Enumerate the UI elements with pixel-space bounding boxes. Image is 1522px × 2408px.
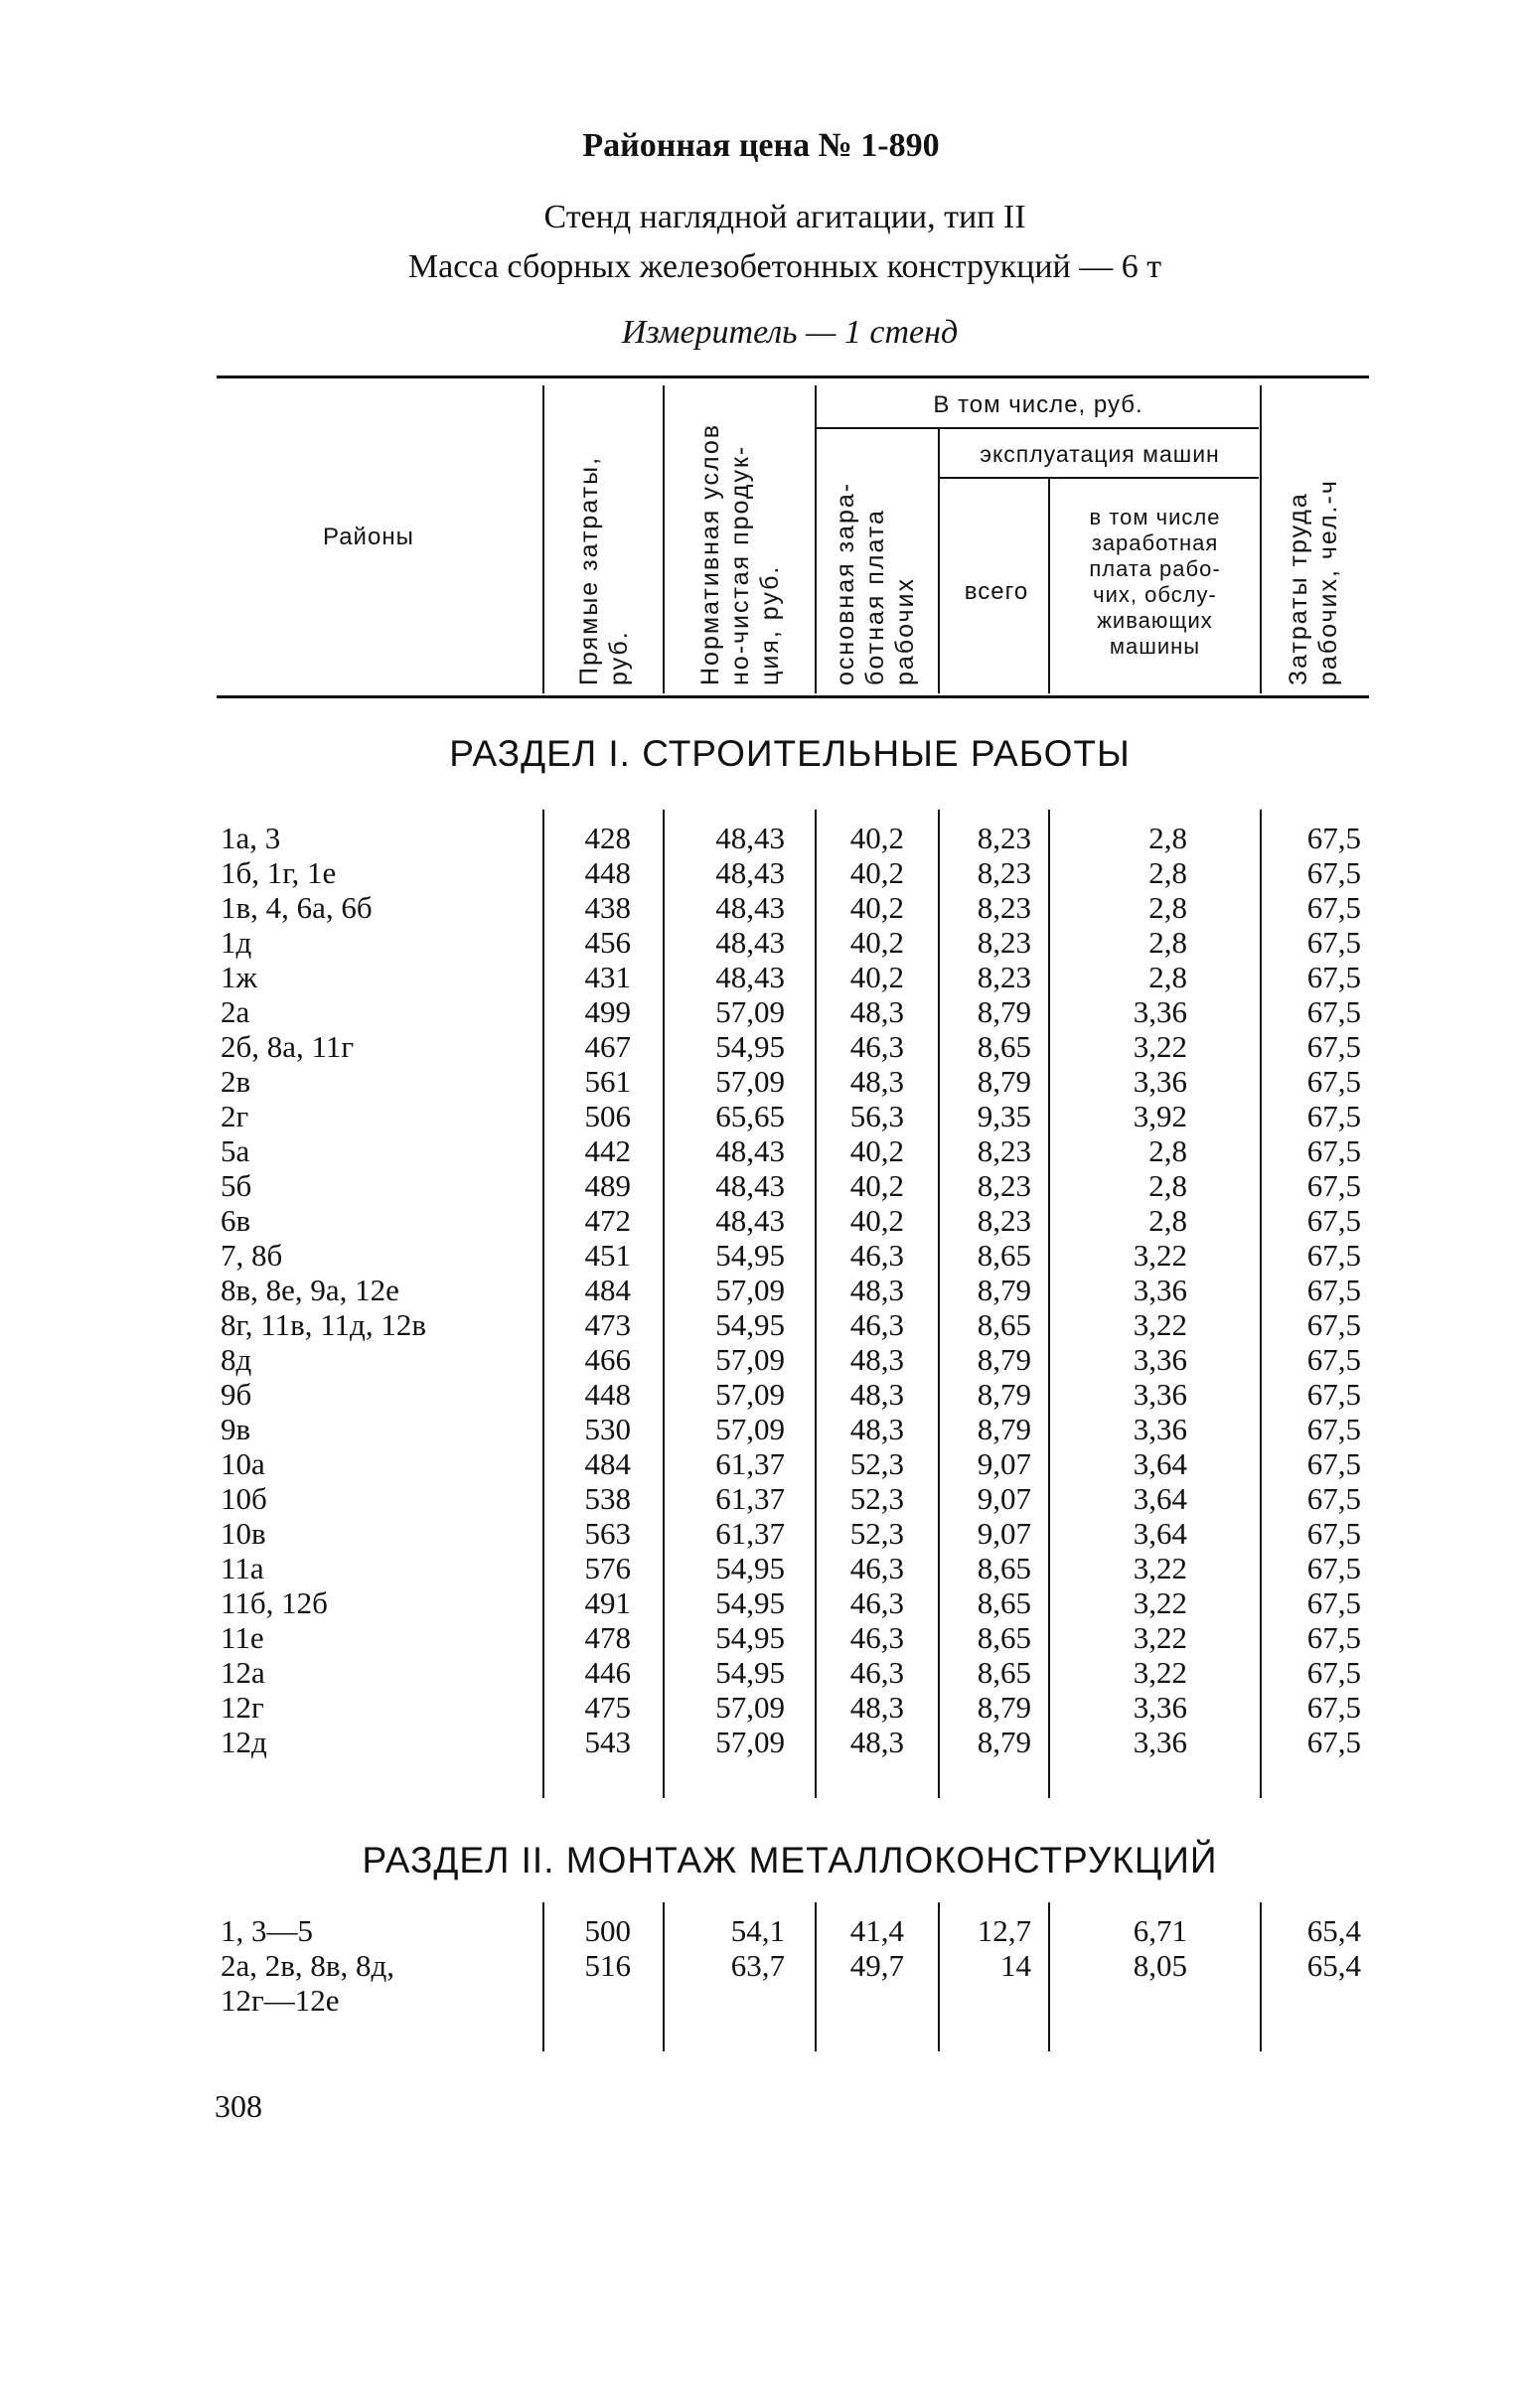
- direct-costs-cell: 491: [584, 1585, 631, 1620]
- machine-wage-cell: 3,92: [1133, 1099, 1187, 1133]
- base-wage-cell: 46,3: [849, 1620, 904, 1655]
- direct-costs-cell: 472: [584, 1203, 631, 1238]
- net-product-cell: 48,43: [715, 1203, 785, 1238]
- machine-wage-cell: 3,64: [1133, 1516, 1187, 1551]
- base-wage-cell: 48,3: [849, 1342, 904, 1377]
- base-wage-cell: 40,2: [849, 1168, 904, 1203]
- region-cell: 12а: [221, 1655, 265, 1690]
- machine-wage-cell: 3,22: [1133, 1551, 1187, 1585]
- base-wage-cell: 46,3: [849, 1551, 904, 1585]
- net-product-cell: 57,09: [715, 1342, 785, 1377]
- machines-total-cell: 8,79: [977, 1342, 1031, 1377]
- table-row: [0, 1913, 1522, 1948]
- table-row: [0, 1377, 1522, 1412]
- machines-total-cell: 8,79: [977, 1377, 1031, 1412]
- page-title: Районная цена № 1-890: [582, 127, 940, 164]
- header-vline-6: [1260, 385, 1262, 693]
- direct-costs-cell: 475: [584, 1690, 631, 1725]
- region-cell: 12г: [221, 1690, 264, 1725]
- net-product-cell: 61,37: [715, 1481, 785, 1516]
- region-cell: 10а: [221, 1446, 265, 1481]
- machine-wage-cell: 2,8: [1148, 960, 1187, 994]
- net-product-cell: 65,65: [715, 1099, 785, 1133]
- region-cell: 11е: [221, 1620, 264, 1655]
- direct-costs-cell: 446: [584, 1655, 631, 1690]
- machines-total-cell: 8,79: [977, 1273, 1031, 1307]
- machines-total-cell: 9,35: [977, 1099, 1031, 1133]
- header-including: В том числе, руб.: [933, 391, 1143, 418]
- base-wage-cell: 48,3: [849, 1690, 904, 1725]
- table-row: [0, 1655, 1522, 1690]
- base-wage-cell: 48,3: [849, 1377, 904, 1412]
- region-cell: 2б, 8а, 11г: [221, 1029, 355, 1064]
- direct-costs-cell: 489: [584, 1168, 631, 1203]
- machines-total-cell: 9,07: [977, 1481, 1031, 1516]
- table-row: [0, 1342, 1522, 1377]
- direct-costs-cell: 538: [584, 1481, 631, 1516]
- machine-wage-cell: 2,8: [1148, 821, 1187, 855]
- machine-wage-cell: 3,22: [1133, 1620, 1187, 1655]
- region-cell: 2в: [221, 1064, 251, 1099]
- machines-total-cell: 14: [1000, 1948, 1031, 1983]
- labor-cell: 67,5: [1306, 1064, 1361, 1099]
- labor-cell: 67,5: [1306, 890, 1361, 925]
- table-row: [0, 1273, 1522, 1307]
- direct-costs-cell: 431: [584, 960, 631, 994]
- base-wage-cell: 40,2: [849, 1203, 904, 1238]
- net-product-cell: 57,09: [715, 994, 785, 1029]
- table-row: [0, 1168, 1522, 1203]
- machine-wage-cell: 3,22: [1133, 1238, 1187, 1273]
- table-row: [0, 1620, 1522, 1655]
- net-product-cell: 48,43: [715, 821, 785, 855]
- direct-costs-cell: 484: [584, 1273, 631, 1307]
- machine-wage-cell: 3,22: [1133, 1585, 1187, 1620]
- region-cell: 10в: [221, 1516, 266, 1551]
- labor-cell: 67,5: [1306, 1655, 1361, 1690]
- base-wage-cell: 40,2: [849, 855, 904, 890]
- labor-cell: 67,5: [1306, 1551, 1361, 1585]
- machine-wage-cell: 3,36: [1133, 1342, 1187, 1377]
- labor-cell: 67,5: [1306, 1585, 1361, 1620]
- direct-costs-cell: 506: [584, 1099, 631, 1133]
- region-cell: 1б, 1г, 1е: [221, 855, 337, 890]
- page-number: 308: [215, 2088, 262, 2124]
- region-cell: 6в: [221, 1203, 251, 1238]
- region-cell: 9б: [221, 1377, 252, 1412]
- machine-wage-cell: 3,22: [1133, 1307, 1187, 1342]
- labor-cell: 67,5: [1306, 821, 1361, 855]
- base-wage-cell: 41,4: [849, 1913, 904, 1948]
- section-2-title: РАЗДЕЛ II. МОНТАЖ МЕТАЛЛОКОНСТРУКЦИЙ: [362, 1840, 1218, 1881]
- net-product-cell: 48,43: [715, 1133, 785, 1168]
- base-wage-cell: 48,3: [849, 1725, 904, 1759]
- machine-wage-cell: 2,8: [1148, 890, 1187, 925]
- machines-total-cell: 9,07: [977, 1516, 1031, 1551]
- net-product-cell: 57,09: [715, 1273, 785, 1307]
- region-cell: 1д: [221, 925, 252, 960]
- subtitle-mass: Масса сборных железобетонных конструкций — 6 т: [407, 248, 1162, 285]
- base-wage-cell: 52,3: [849, 1481, 904, 1516]
- table-row: [0, 1238, 1522, 1273]
- net-product-cell: 48,43: [715, 855, 785, 890]
- machines-total-cell: 8,79: [977, 1725, 1031, 1759]
- net-product-cell: 48,43: [715, 960, 785, 994]
- subtitle-stand-type: Стенд наглядной агитации, тип II: [543, 199, 1026, 235]
- net-product-cell: 54,95: [715, 1029, 785, 1064]
- machines-underline: [940, 477, 1259, 479]
- region-cell: 2г: [221, 1099, 249, 1133]
- labor-cell: 67,5: [1306, 1481, 1361, 1516]
- base-wage-cell: 40,2: [849, 821, 904, 855]
- table-row: [0, 1203, 1522, 1238]
- machine-wage-cell: 2,8: [1148, 1133, 1187, 1168]
- direct-costs-cell: 576: [584, 1551, 631, 1585]
- table-row: [0, 1551, 1522, 1585]
- machines-total-cell: 8,23: [977, 960, 1031, 994]
- labor-cell: 67,5: [1306, 994, 1361, 1029]
- region-cell: 1в, 4, 6а, 6б: [221, 890, 373, 925]
- base-wage-cell: 52,3: [849, 1516, 904, 1551]
- region-cell: 5б: [221, 1168, 252, 1203]
- table-row: [0, 1446, 1522, 1481]
- direct-costs-cell: 500: [584, 1913, 631, 1948]
- table-row: [0, 1099, 1522, 1133]
- machine-wage-cell: 3,22: [1133, 1655, 1187, 1690]
- labor-cell: 67,5: [1306, 1690, 1361, 1725]
- net-product-cell: 48,43: [715, 1168, 785, 1203]
- region-cell: 11б, 12б: [221, 1585, 328, 1620]
- labor-cell: 67,5: [1306, 1412, 1361, 1446]
- base-wage-cell: 46,3: [849, 1307, 904, 1342]
- machine-wage-cell: 2,8: [1148, 1203, 1187, 1238]
- net-product-cell: 57,09: [715, 1725, 785, 1759]
- machines-total-cell: 8,79: [977, 1412, 1031, 1446]
- machine-wage-cell: 3,36: [1133, 994, 1187, 1029]
- section-1-title: РАЗДЕЛ I. СТРОИТЕЛЬНЫЕ РАБОТЫ: [449, 733, 1131, 774]
- table-row: [0, 1516, 1522, 1551]
- table-row: [0, 1481, 1522, 1516]
- direct-costs-cell: 456: [584, 925, 631, 960]
- net-product-cell: 48,43: [715, 890, 785, 925]
- including-underline: [817, 427, 1259, 429]
- table-row: [0, 855, 1522, 890]
- table-row: [0, 1690, 1522, 1725]
- direct-costs-cell: 448: [584, 855, 631, 890]
- direct-costs-cell: 499: [584, 994, 631, 1029]
- net-product-cell: 54,1: [730, 1913, 785, 1948]
- labor-cell: 67,5: [1306, 1099, 1361, 1133]
- base-wage-cell: 48,3: [849, 994, 904, 1029]
- net-product-cell: 54,95: [715, 1238, 785, 1273]
- table-row: [0, 1307, 1522, 1342]
- machines-total-cell: 8,65: [977, 1307, 1031, 1342]
- machine-wage-cell: 2,8: [1148, 855, 1187, 890]
- machine-wage-cell: 3,36: [1133, 1273, 1187, 1307]
- region-cell: 7, 8б: [221, 1238, 283, 1273]
- region-cell: 2а: [221, 994, 250, 1029]
- table-row: [0, 1948, 1522, 1983]
- machines-total-cell: 8,79: [977, 1064, 1031, 1099]
- machines-total-cell: 8,23: [977, 821, 1031, 855]
- labor-cell: 67,5: [1306, 855, 1361, 890]
- machine-wage-cell: 3,64: [1133, 1481, 1187, 1516]
- base-wage-cell: 46,3: [849, 1655, 904, 1690]
- net-product-cell: 54,95: [715, 1620, 785, 1655]
- region-cell: 8д: [221, 1342, 252, 1377]
- labor-cell: 67,5: [1306, 1133, 1361, 1168]
- region-cell: 11а: [221, 1551, 264, 1585]
- labor-cell: 65,4: [1306, 1913, 1361, 1948]
- region-cell: 8г, 11в, 11д, 12в: [221, 1307, 426, 1342]
- labor-cell: 67,5: [1306, 1725, 1361, 1759]
- machines-total-cell: 9,07: [977, 1446, 1031, 1481]
- net-product-cell: 57,09: [715, 1064, 785, 1099]
- direct-costs-cell: 466: [584, 1342, 631, 1377]
- machines-total-cell: 8,65: [977, 1551, 1031, 1585]
- net-product-cell: 61,37: [715, 1516, 785, 1551]
- machines-total-cell: 8,65: [977, 1238, 1031, 1273]
- net-product-cell: 57,09: [715, 1377, 785, 1412]
- machines-total-cell: 8,79: [977, 994, 1031, 1029]
- labor-cell: 67,5: [1306, 1377, 1361, 1412]
- region-cell: 5а: [221, 1133, 250, 1168]
- direct-costs-cell: 467: [584, 1029, 631, 1064]
- labor-cell: 67,5: [1306, 1203, 1361, 1238]
- table-row: [0, 821, 1522, 855]
- direct-costs-cell: 448: [584, 1377, 631, 1412]
- machine-wage-cell: 3,64: [1133, 1446, 1187, 1481]
- base-wage-cell: 46,3: [849, 1029, 904, 1064]
- direct-costs-cell: 428: [584, 821, 631, 855]
- region-cell: 9в: [221, 1412, 251, 1446]
- direct-costs-cell: 516: [584, 1948, 631, 1983]
- region-cell: 10б: [221, 1481, 267, 1516]
- table-row: [0, 1029, 1522, 1064]
- machines-total-cell: 8,23: [977, 925, 1031, 960]
- labor-cell: 67,5: [1306, 1238, 1361, 1273]
- region-cell: 8в, 8е, 9а, 12е: [221, 1273, 399, 1307]
- machines-total-cell: 8,65: [977, 1620, 1031, 1655]
- base-wage-cell: 56,3: [849, 1099, 904, 1133]
- machines-total-cell: 8,23: [977, 890, 1031, 925]
- direct-costs-cell: 484: [584, 1446, 631, 1481]
- labor-cell: 67,5: [1306, 1168, 1361, 1203]
- machines-total-cell: 12,7: [977, 1913, 1031, 1948]
- header-base-wage: основная зара- ботная плата рабочих: [832, 481, 919, 685]
- net-product-cell: 54,95: [715, 1551, 785, 1585]
- machines-total-cell: 8,65: [977, 1029, 1031, 1064]
- table-row: [0, 890, 1522, 925]
- machine-wage-cell: 2,8: [1148, 1168, 1187, 1203]
- direct-costs-cell: 530: [584, 1412, 631, 1446]
- header-vline-5: [1048, 479, 1050, 693]
- region-cell: 2а, 2в, 8в, 8д,: [221, 1948, 395, 1983]
- labor-cell: 67,5: [1306, 1620, 1361, 1655]
- header-vline-4: [938, 429, 940, 693]
- header-machine-wage: в том числе заработная плата рабо- чих, обслу- живающих машины: [1089, 505, 1221, 659]
- labor-cell: 67,5: [1306, 1516, 1361, 1551]
- region-cell: 1, 3—5: [221, 1913, 313, 1948]
- unit-of-measure: Измеритель — 1 стенд: [621, 314, 959, 351]
- machine-wage-cell: 3,22: [1133, 1029, 1187, 1064]
- labor-cell: 67,5: [1306, 1342, 1361, 1377]
- machines-total-cell: 8,79: [977, 1690, 1031, 1725]
- machines-total-cell: 8,65: [977, 1585, 1031, 1620]
- labor-cell: 67,5: [1306, 925, 1361, 960]
- net-product-cell: 54,95: [715, 1585, 785, 1620]
- header-top-rule: [217, 376, 1369, 378]
- header-labor-costs: Затраты труда рабочих, чел.-ч: [1285, 479, 1342, 685]
- region-cell: 12д: [221, 1725, 267, 1759]
- base-wage-cell: 46,3: [849, 1585, 904, 1620]
- table-row: [0, 1064, 1522, 1099]
- machine-wage-cell: 3,36: [1133, 1725, 1187, 1759]
- machine-wage-cell: 2,8: [1148, 925, 1187, 960]
- direct-costs-cell: 438: [584, 890, 631, 925]
- labor-cell: 65,4: [1306, 1948, 1361, 1983]
- direct-costs-cell: 543: [584, 1725, 631, 1759]
- machine-wage-cell: 6,71: [1133, 1913, 1187, 1948]
- table-row: [0, 925, 1522, 960]
- table-row: [0, 1585, 1522, 1620]
- header-direct-costs: Прямые затраты, руб.: [575, 455, 633, 685]
- net-product-cell: 48,43: [715, 925, 785, 960]
- header-regions: Районы: [323, 524, 414, 550]
- base-wage-cell: 49,7: [849, 1948, 904, 1983]
- base-wage-cell: 40,2: [849, 1133, 904, 1168]
- machine-wage-cell: 8,05: [1133, 1948, 1187, 1983]
- net-product-cell: 63,7: [730, 1948, 785, 1983]
- header-machines-total: всего: [964, 578, 1029, 605]
- labor-cell: 67,5: [1306, 960, 1361, 994]
- direct-costs-cell: 563: [584, 1516, 631, 1551]
- machine-wage-cell: 3,36: [1133, 1690, 1187, 1725]
- labor-cell: 67,5: [1306, 1029, 1361, 1064]
- net-product-cell: 54,95: [715, 1655, 785, 1690]
- table-row: [0, 994, 1522, 1029]
- base-wage-cell: 48,3: [849, 1412, 904, 1446]
- header-vline-1: [542, 385, 544, 693]
- header-machine-operation: эксплуатация машин: [980, 441, 1220, 467]
- machine-wage-cell: 3,36: [1133, 1412, 1187, 1446]
- base-wage-cell: 40,2: [849, 890, 904, 925]
- direct-costs-cell: 473: [584, 1307, 631, 1342]
- table-row: [0, 960, 1522, 994]
- table-row: [0, 1412, 1522, 1446]
- direct-costs-cell: 451: [584, 1238, 631, 1273]
- machine-wage-cell: 3,36: [1133, 1377, 1187, 1412]
- header-vline-3: [815, 385, 817, 693]
- region-cell: 12г—12е: [221, 1983, 340, 2018]
- region-cell: 1ж: [221, 960, 257, 994]
- region-cell: 1а, 3: [221, 821, 281, 855]
- labor-cell: 67,5: [1306, 1307, 1361, 1342]
- machines-total-cell: 8,23: [977, 1203, 1031, 1238]
- base-wage-cell: 48,3: [849, 1064, 904, 1099]
- labor-cell: 67,5: [1306, 1446, 1361, 1481]
- header-bottom-rule: [217, 695, 1369, 698]
- table-row: [0, 1133, 1522, 1168]
- labor-cell: 67,5: [1306, 1273, 1361, 1307]
- net-product-cell: 57,09: [715, 1690, 785, 1725]
- base-wage-cell: 48,3: [849, 1273, 904, 1307]
- header-net-product: Нормативная услов но-чистая продук- ция, руб.: [696, 422, 784, 685]
- base-wage-cell: 46,3: [849, 1238, 904, 1273]
- net-product-cell: 54,95: [715, 1307, 785, 1342]
- base-wage-cell: 40,2: [849, 960, 904, 994]
- header-vline-2: [663, 385, 665, 693]
- direct-costs-cell: 478: [584, 1620, 631, 1655]
- base-wage-cell: 52,3: [849, 1446, 904, 1481]
- net-product-cell: 61,37: [715, 1446, 785, 1481]
- table-row: [0, 1983, 1522, 2018]
- machines-total-cell: 8,23: [977, 855, 1031, 890]
- direct-costs-cell: 561: [584, 1064, 631, 1099]
- machines-total-cell: 8,65: [977, 1655, 1031, 1690]
- table-row: [0, 1725, 1522, 1759]
- machines-total-cell: 8,23: [977, 1133, 1031, 1168]
- direct-costs-cell: 442: [584, 1133, 631, 1168]
- net-product-cell: 57,09: [715, 1412, 785, 1446]
- base-wage-cell: 40,2: [849, 925, 904, 960]
- machine-wage-cell: 3,36: [1133, 1064, 1187, 1099]
- machines-total-cell: 8,23: [977, 1168, 1031, 1203]
